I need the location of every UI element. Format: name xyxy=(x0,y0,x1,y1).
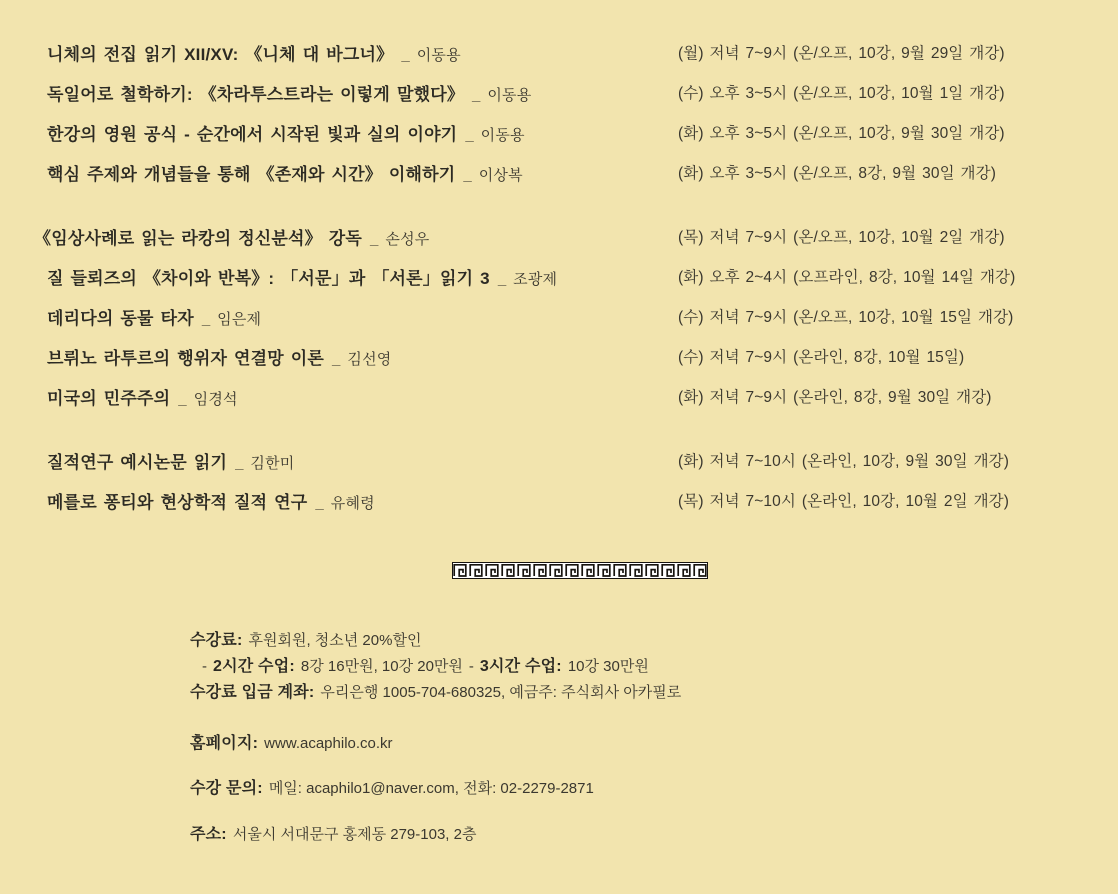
course-title: 메를로 퐁티와 현상학적 질적 연구 xyxy=(47,492,308,512)
course-schedule: (월) 저녁 7~9시 (온/오프, 10강, 9월 29일 개강) xyxy=(678,45,1005,62)
course-row xyxy=(47,32,1098,72)
course-schedule: (수) 저녁 7~9시 (온/오프, 10강, 10월 15일 개강) xyxy=(678,309,1014,326)
instructor-name: 이동용 xyxy=(416,46,461,64)
course-title: 질 들뢰즈의 《차이와 반복》: 「서문」과 「서론」읽기 3 xyxy=(47,268,490,288)
homepage-line xyxy=(190,731,681,757)
contact-line xyxy=(190,776,681,802)
title-instructor-separator: _ xyxy=(497,270,507,288)
contact-value: 메일: acaphilo1@naver.com, 전화: 02-2279-2871 xyxy=(268,780,594,797)
course-schedule: (화) 저녁 7~10시 (온라인, 10강, 9월 30일 개강) xyxy=(678,453,1009,470)
course-title: 데리다의 동물 타자 xyxy=(47,308,194,328)
title-instructor-separator: _ xyxy=(201,310,211,328)
title-instructor-separator: _ xyxy=(315,494,324,512)
homepage-label: 홈페이지: xyxy=(190,735,259,752)
course-title: 핵심 주제와 개념들을 통해 《존재와 시간》 이해하기 xyxy=(47,164,456,184)
course-row xyxy=(47,72,1098,112)
title-instructor-separator: _ xyxy=(370,230,379,248)
instructor-name: 이동용 xyxy=(487,86,532,104)
course-group-2 xyxy=(34,216,1098,416)
title-instructor-separator: _ xyxy=(332,350,341,368)
greek-key-pattern-icon xyxy=(452,562,708,579)
class-3h-value: 10강 30만원 xyxy=(567,658,649,675)
title-instructor-separator: _ xyxy=(463,166,472,184)
course-schedule: (화) 오후 3~5시 (온/오프, 8강, 9월 30일 개강) xyxy=(678,165,996,182)
instructor-name: 조광제 xyxy=(513,270,558,288)
course-title: 미국의 민주주의 xyxy=(47,388,171,408)
fee-value: 후원회원, 청소년 20%할인 xyxy=(248,632,422,649)
info-block xyxy=(190,628,681,848)
course-title: 《임상사례로 읽는 라캉의 정신분석》 강독 xyxy=(34,228,363,248)
course-title: 독일어로 철학하기: 《차라투스트라는 이렇게 말했다》 xyxy=(47,84,465,104)
title-instructor-separator: _ xyxy=(472,86,481,104)
instructor-name: 이상복 xyxy=(478,166,523,184)
course-row xyxy=(47,440,1098,480)
title-instructor-separator: _ xyxy=(178,390,187,408)
course-title: 질적연구 예시논문 읽기 xyxy=(47,452,228,472)
greek-key-divider xyxy=(452,562,708,579)
course-list xyxy=(34,32,1098,520)
title-instructor-separator: _ xyxy=(465,126,474,144)
account-value: 우리은행 1005-704-680325, 예금주: 주식회사 아카필로 xyxy=(320,684,682,701)
instructor-name: 김선영 xyxy=(347,350,392,368)
dash: - xyxy=(202,658,207,675)
instructor-name: 임경석 xyxy=(193,390,238,408)
homepage-url: www.acaphilo.co.kr xyxy=(264,735,393,752)
address-value: 서울시 서대문구 홍제동 279-103, 2층 xyxy=(232,826,477,843)
course-row xyxy=(47,480,1098,520)
course-schedule: (수) 저녁 7~9시 (온라인, 8강, 10월 15일) xyxy=(678,349,965,366)
class-3h-label: 3시간 수업: xyxy=(479,658,562,675)
address-line xyxy=(190,822,681,848)
account-line xyxy=(190,680,681,706)
course-row xyxy=(47,256,1098,296)
course-schedule: (화) 오후 2~4시 (오프라인, 8강, 10월 14일 개강) xyxy=(678,269,1016,286)
course-row xyxy=(47,112,1098,152)
instructor-name: 이동용 xyxy=(480,126,525,144)
instructor-name: 유혜령 xyxy=(330,494,375,512)
class-2h-value: 8강 16만원, 10강 20만원 xyxy=(300,658,463,675)
course-row xyxy=(47,152,1098,192)
course-schedule: (수) 오후 3~5시 (온/오프, 10강, 10월 1일 개강) xyxy=(678,85,1005,102)
course-row xyxy=(34,216,1098,256)
course-group-1 xyxy=(47,32,1098,192)
course-row xyxy=(47,376,1098,416)
course-group-3 xyxy=(47,440,1098,520)
course-row xyxy=(47,296,1098,336)
instructor-name: 임은제 xyxy=(217,310,262,328)
contact-label: 수강 문의: xyxy=(190,780,263,797)
account-label: 수강료 입금 계좌: xyxy=(190,684,315,701)
course-schedule: (목) 저녁 7~10시 (온라인, 10강, 10월 2일 개강) xyxy=(678,493,1009,510)
course-title: 니체의 전집 읽기 XII/XV: 《니체 대 바그너》 xyxy=(47,44,394,64)
instructor-name: 김한미 xyxy=(250,454,295,472)
address-label: 주소: xyxy=(190,826,227,843)
fee-detail-line xyxy=(190,654,681,680)
fee-label: 수강료: xyxy=(190,632,243,649)
course-title: 브뤼노 라투르의 행위자 연결망 이론 xyxy=(47,348,325,368)
class-2h-label: 2시간 수업: xyxy=(213,658,295,675)
course-row xyxy=(47,336,1098,376)
dash: - xyxy=(468,658,474,675)
course-title: 한강의 영원 공식 - 순간에서 시작된 빛과 실의 이야기 xyxy=(47,124,458,144)
course-schedule: (화) 오후 3~5시 (온/오프, 10강, 9월 30일 개강) xyxy=(678,125,1005,142)
instructor-name: 손성우 xyxy=(385,230,430,248)
title-instructor-separator: _ xyxy=(401,46,410,64)
course-schedule: (목) 저녁 7~9시 (온/오프, 10강, 10월 2일 개강) xyxy=(678,229,1005,246)
course-schedule: (화) 저녁 7~9시 (온라인, 8강, 9월 30일 개강) xyxy=(678,389,992,406)
fee-line xyxy=(190,628,681,654)
title-instructor-separator: _ xyxy=(235,454,244,472)
